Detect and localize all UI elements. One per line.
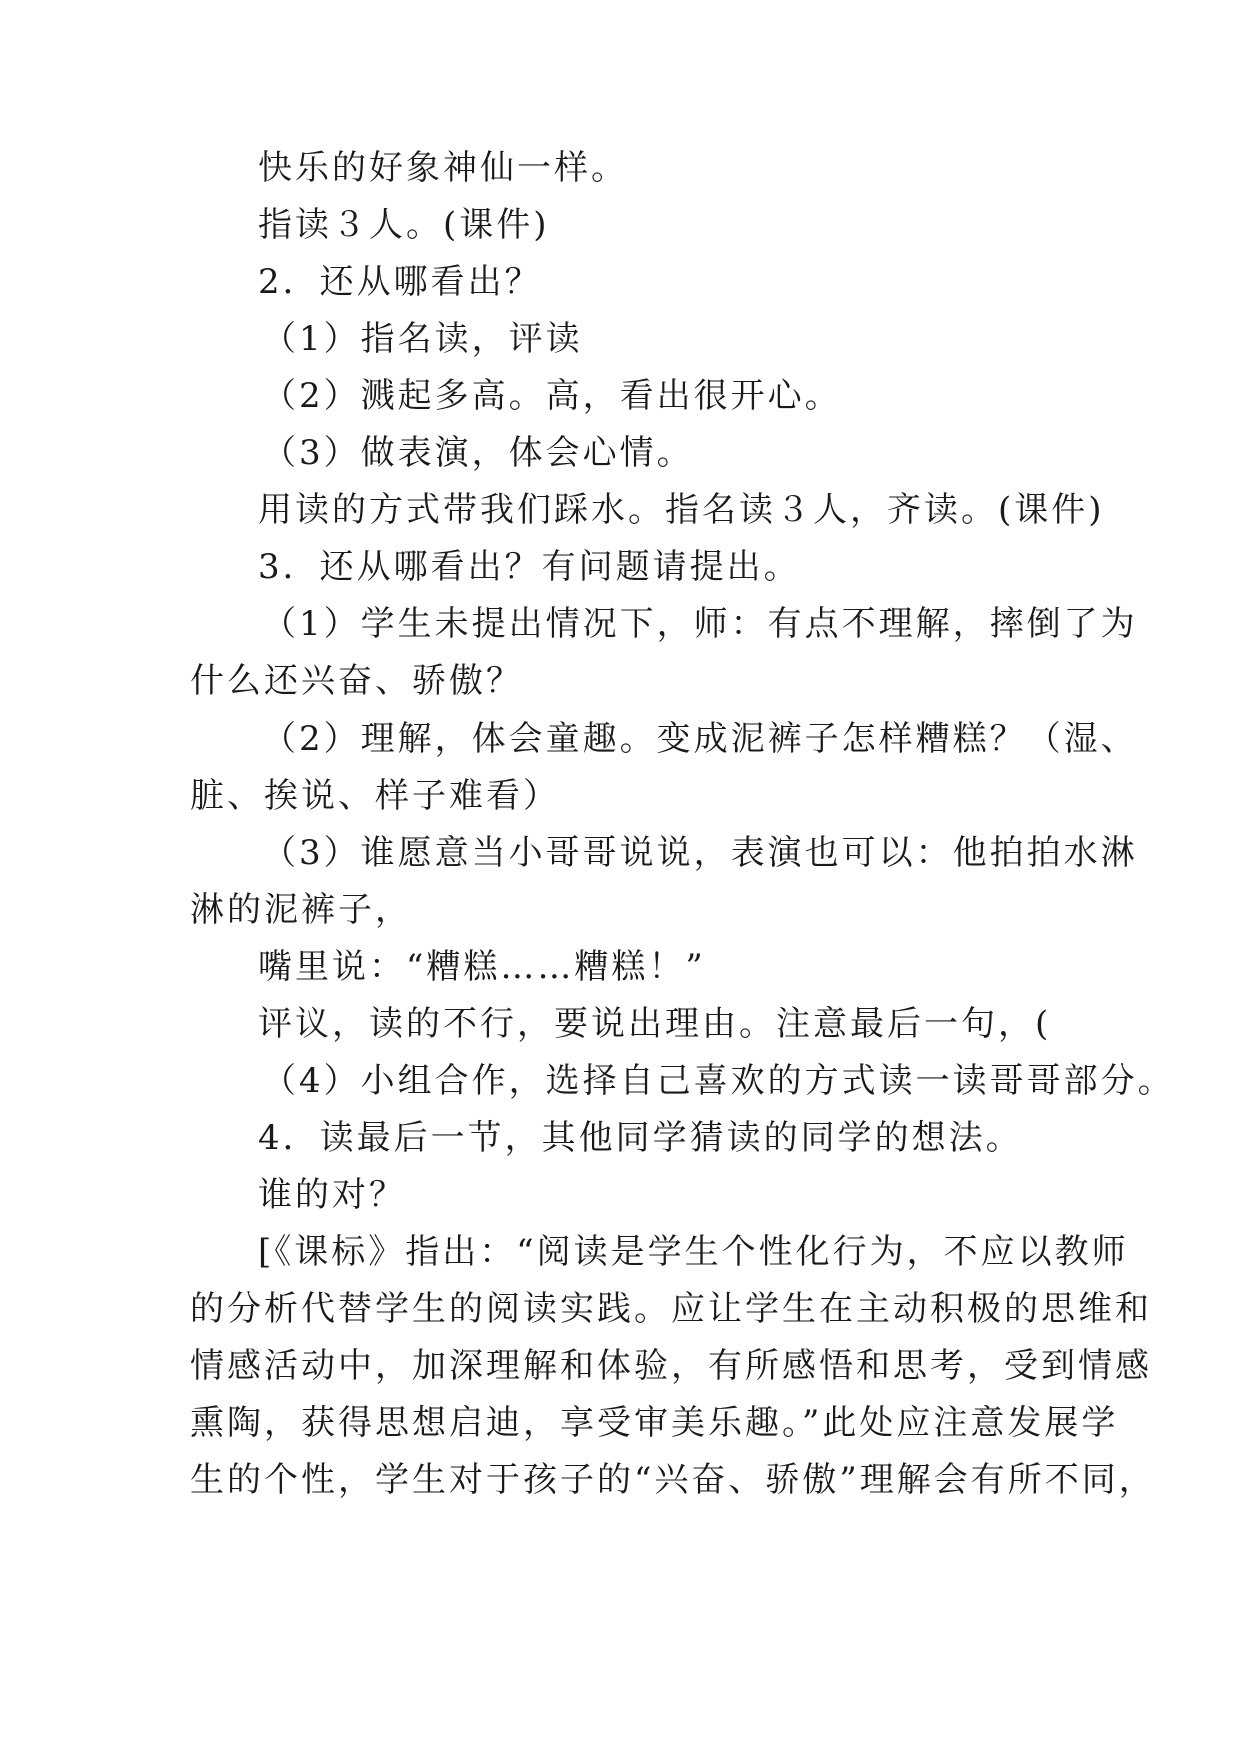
text-line: （3）做表演，体会心情。 xyxy=(262,433,694,473)
text-line: （1）指名读，评读 xyxy=(262,319,583,359)
text-line: （4）小组合作，选择自己喜欢的方式读一读哥哥部分。 xyxy=(262,1061,1175,1101)
text-line: 谁的对？ xyxy=(258,1175,406,1215)
text-line: 脏、挨说、样子难看） xyxy=(190,776,560,816)
text-line: 快乐的好象神仙一样。 xyxy=(258,148,628,188)
text-line: 评议，读的不行，要说出理由。注意最后一句，( xyxy=(258,1004,1052,1044)
text-line: 熏陶，获得思想启迪，享受审美乐趣。”此处应注意发展学 xyxy=(190,1403,1119,1443)
text-line: 3．还从哪看出？有问题请提出。 xyxy=(258,547,801,587)
text-line: 用读的方式带我们踩水。指名读３人，齐读。(课件) xyxy=(258,490,1105,530)
text-line: 2．还从哪看出？ xyxy=(258,262,542,302)
text-line: 嘴里说：“糟糕……糟糕！” xyxy=(258,947,706,987)
text-line: 淋的泥裤子， xyxy=(190,890,412,930)
text-line: （2）理解，体会童趣。变成泥裤子怎样糟糕？（湿、 xyxy=(262,719,1138,759)
text-line: 什么还兴奋、骄傲？ xyxy=(190,661,523,701)
text-line: [《课标》指出：“阅读是学生个性化行为，不应以教师 xyxy=(258,1232,1129,1272)
text-line: 4．读最后一节，其他同学猜读的同学的想法。 xyxy=(258,1118,1023,1158)
text-line: （2）溅起多高。高，看出很开心。 xyxy=(262,376,842,416)
text-line: 指读３人。(课件) xyxy=(258,205,550,245)
text-line: 生的个性，学生对于孩子的“兴奋、骄傲”理解会有所不同， xyxy=(190,1460,1156,1500)
text-line: 情感活动中，加深理解和体验，有所感悟和思考，受到情感 xyxy=(190,1346,1152,1386)
text-line: （1）学生未提出情况下，师：有点不理解，摔倒了为 xyxy=(262,604,1138,644)
text-line: （3）谁愿意当小哥哥说说，表演也可以：他拍拍水淋 xyxy=(262,833,1138,873)
text-line: 的分析代替学生的阅读实践。应让学生在主动积极的思维和 xyxy=(190,1289,1152,1329)
